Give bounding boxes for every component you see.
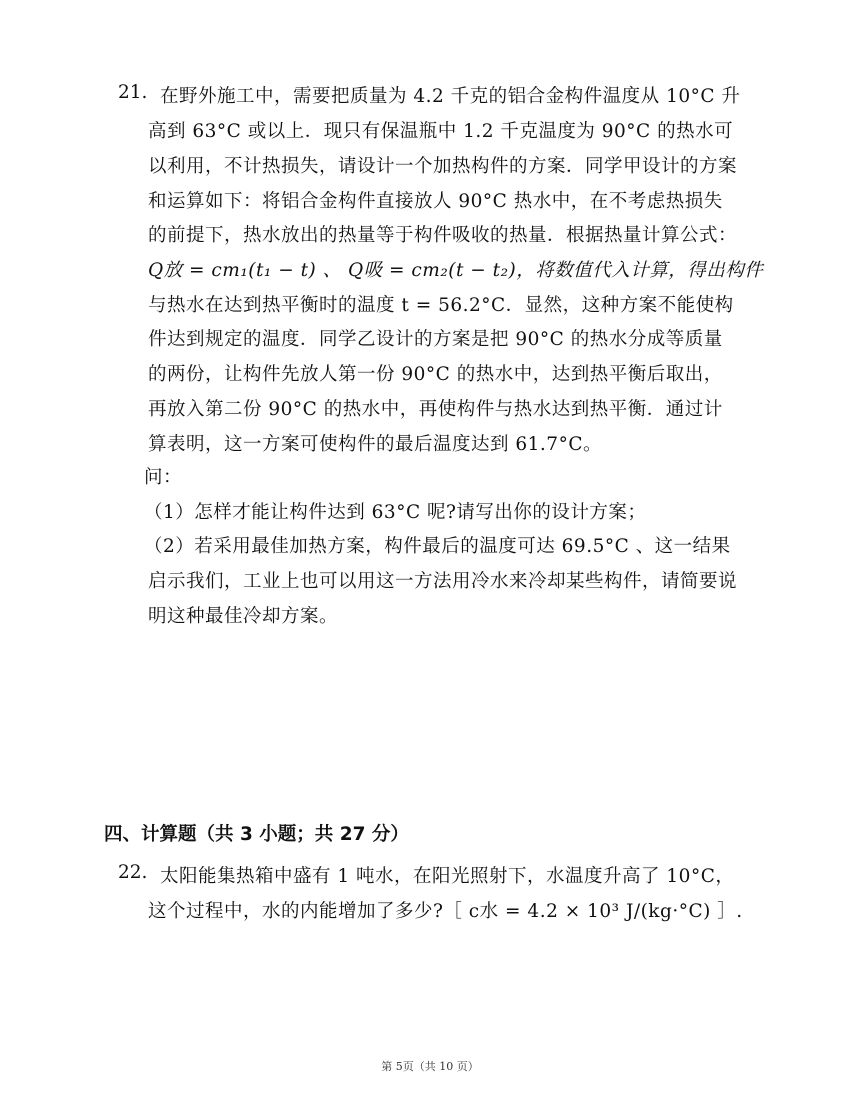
q21-line-3: 以利用，不计热损失，请设计一个加热构件的方案．同学甲设计的方案	[148, 156, 738, 177]
page-footer: 第 5页（共 10 页）	[381, 1060, 479, 1073]
q21-line-9: 的两份，让构件先放人第一份 90°C 的热水中，达到热平衡后取出，	[148, 364, 723, 385]
q21-subquestion-1: （1）怎样才能让构件达到 63°C 呢?请写出你的设计方案；	[144, 502, 647, 523]
section-title: 四、计算题（共 3 小题；共 27 分）	[104, 824, 409, 845]
q21-line-5: 的前提下，热水放出的热量等于构件吸收的热量．根据热量计算公式：	[148, 225, 738, 246]
q21-line-7: 与热水在达到热平衡时的温度 t = 56.2°C．显然，这种方案不能使构	[148, 295, 734, 316]
q21-line-1: 在野外施工中，需要把质量为 4.2 千克的铝合金构件温度从 10°C 升	[160, 86, 741, 107]
q21-subquestion-2-line-1: （2）若采用最佳加热方案，构件最后的温度可达 69.5°C 、这一结果	[144, 536, 731, 557]
q21-line-11: 算表明，这一方案可使构件的最后温度达到 61.7°C。	[148, 434, 602, 455]
question-number-22: 22.	[118, 862, 148, 883]
q21-line-6-formula: Q放 = cm₁(t₁ − t) 、 Q吸 = cm₂(t − t₂)，将数值代入计算，得出构件	[148, 260, 764, 281]
q22-line-2: 这个过程中，水的内能增加了多少?［ c水 = 4.2 × 10³ J/(kg·°C) ］.	[148, 901, 743, 922]
q21-line-10: 再放入第二份 90°C 的热水中，再使构件与热水达到热平衡．通过计	[148, 399, 723, 420]
q21-line-2: 高到 63°C 或以上．现只有保温瓶中 1.2 千克温度为 90°C 的热水可	[148, 121, 734, 142]
q21-line-4: 和运算如下：将铝合金构件直接放人 90°C 热水中，在不考虑热损失	[148, 191, 723, 212]
q21-line-8: 件达到规定的温度．同学乙设计的方案是把 90°C 的热水分成等质量	[148, 329, 723, 350]
q21-ask-label: 问：	[144, 467, 183, 488]
q22-line-1: 太阳能集热箱中盛有 1 吨水，在阳光照射下，水温度升高了 10°C，	[160, 866, 735, 887]
q21-subquestion-2-line-3: 明这种最佳冷却方案。	[148, 606, 339, 627]
q21-subquestion-2-line-2: 启示我们，工业上也可以用这一方法用冷水来冷却某些构件，请简要说	[148, 571, 738, 592]
question-number-21: 21.	[118, 82, 148, 103]
